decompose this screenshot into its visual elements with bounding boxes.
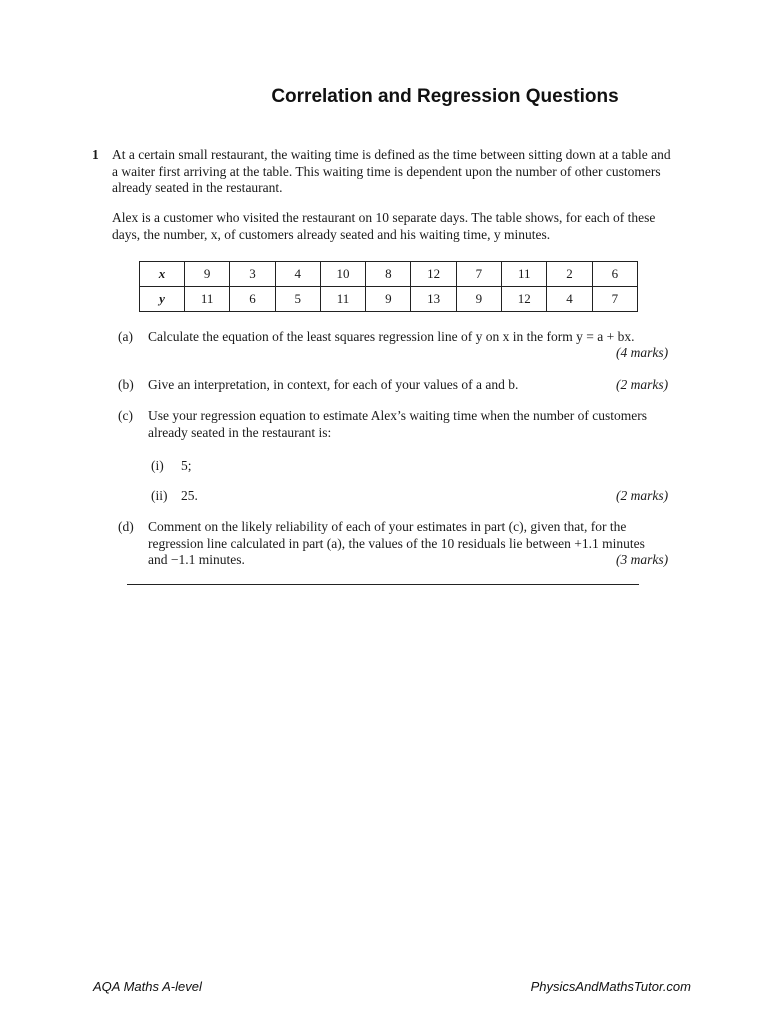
table-header-x: x <box>140 262 185 287</box>
table-cell: 10 <box>320 262 365 287</box>
table-cell: 4 <box>547 287 592 312</box>
part-c-text: Use your regression equation to estimate Alex’s waiting time when the number of customers already seated in the restaurant is: <box>148 408 648 440</box>
end-of-question-rule <box>127 584 639 585</box>
question-intro: At a certain small restaurant, the waiting time is defined as the time between sitting down at a table and a waiter first arriving at the table. This waiting time is dependent upon the number of other customers already seated in the restaurant. <box>112 147 671 195</box>
part-a-text: Calculate the equation of the least squares regression line of y on x in the form y = a + bx. <box>148 329 635 344</box>
table-cell: 12 <box>502 287 547 312</box>
part-c-sub-i-text: 5; <box>181 458 192 473</box>
table-row-y <box>140 287 638 312</box>
table-cell: 9 <box>456 287 501 312</box>
part-c-sub-ii-label: (ii) <box>151 488 168 503</box>
table-cell: 11 <box>185 287 230 312</box>
part-c-sub-ii <box>151 488 198 504</box>
table-cell: 11 <box>320 287 365 312</box>
table-header-y: y <box>140 287 185 312</box>
question-context: Alex is a customer who visited the restaurant on 10 separate days. The table shows, for each of these days, the number, x, of customers already seated and his waiting time, y minutes. <box>112 210 656 242</box>
part-c-label: (c) <box>118 408 133 423</box>
table-cell: 12 <box>411 262 456 287</box>
footer-left: AQA Maths A-level <box>93 979 202 994</box>
table-cell: 9 <box>185 262 230 287</box>
table-row-x <box>140 262 638 287</box>
table-cell: 11 <box>502 262 547 287</box>
table-cell: 6 <box>592 262 637 287</box>
question-number: 1 <box>92 147 99 162</box>
part-a-label: (a) <box>118 329 133 344</box>
table-cell: 7 <box>592 287 637 312</box>
part-b-label: (b) <box>118 377 134 392</box>
table-cell: 7 <box>456 262 501 287</box>
table-cell: 5 <box>275 287 320 312</box>
part-d-label: (d) <box>118 519 134 534</box>
table-cell: 3 <box>230 262 275 287</box>
table-cell: 6 <box>230 287 275 312</box>
part-c-sub-ii-text: 25. <box>181 488 198 503</box>
part-c-sub-i <box>151 458 192 474</box>
table-cell: 2 <box>547 262 592 287</box>
part-c-marks: (2 marks) <box>616 488 669 503</box>
footer-right: PhysicsAndMathsTutor.com <box>530 979 691 994</box>
table-cell: 8 <box>366 262 411 287</box>
part-d-text: Comment on the likely reliability of each of your estimates in part (c), given that, for the regression line calculated in part (a), the values of the 10 residuals lie between +1.1 minutes and −1.1 minutes. <box>148 519 645 567</box>
table-cell: 13 <box>411 287 456 312</box>
part-a-marks: (4 marks) <box>616 345 669 360</box>
part-d-marks: (3 marks) <box>616 552 669 567</box>
table-cell: 9 <box>366 287 411 312</box>
part-b-text: Give an interpretation, in context, for each of your values of a and b. <box>148 377 519 392</box>
page-title: Correlation and Regression Questions <box>271 86 619 107</box>
table-cell: 4 <box>275 262 320 287</box>
data-table <box>139 261 638 312</box>
part-b-marks: (2 marks) <box>616 377 669 392</box>
part-c-sub-i-label: (i) <box>151 458 164 473</box>
